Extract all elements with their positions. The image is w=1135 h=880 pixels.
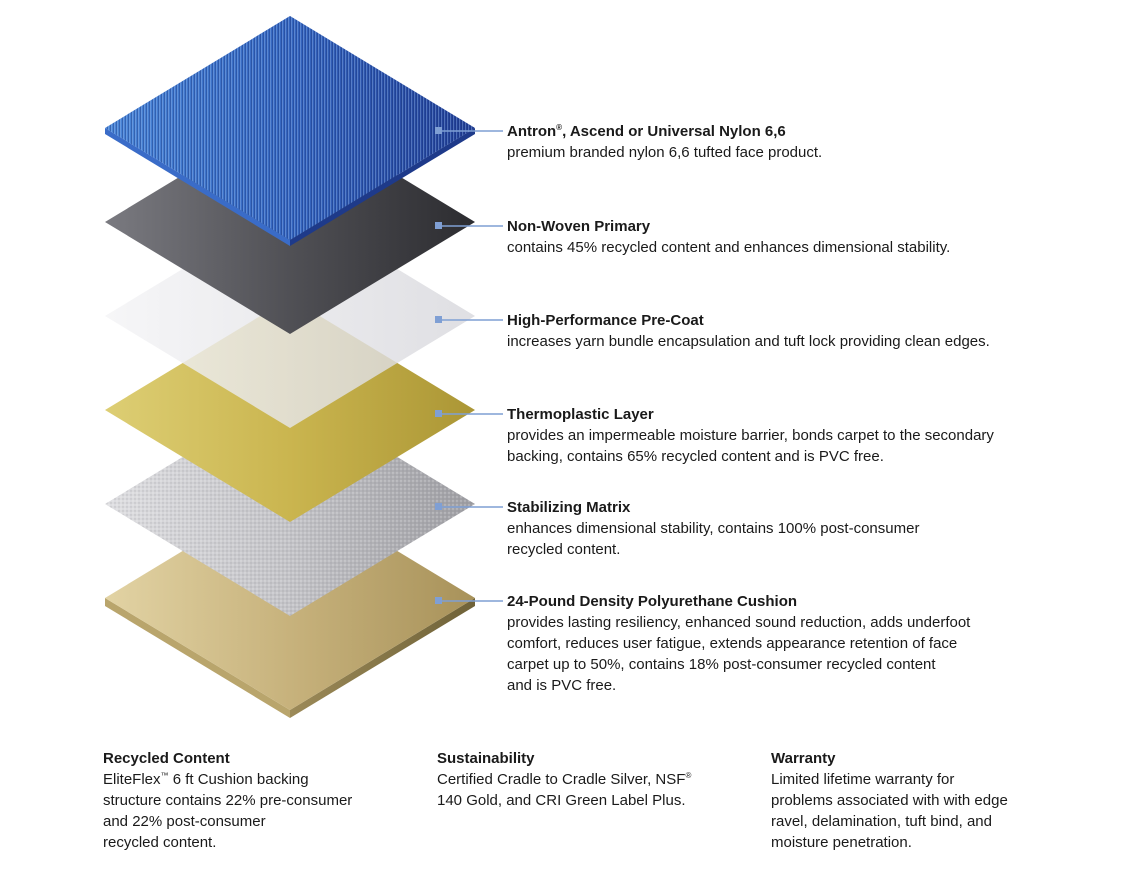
callout-thermoplastic (507, 404, 1107, 467)
callout-nylon-desc: premium branded nylon 6,6 tufted face product. (507, 144, 823, 161)
footer-recycled-line: EliteFlex™ 6 ft Cushion backing (103, 771, 309, 788)
callout-thermoplastic-title: Thermoplastic Layer (507, 406, 654, 423)
footer-warranty-line: Limited lifetime warranty for (771, 771, 955, 788)
callout-matrix-title: Stabilizing Matrix (507, 499, 631, 516)
footer-warranty-line: moisture penetration. (771, 834, 912, 851)
callout-thermoplastic-desc-line: provides an impermeable moisture barrier, bonds carpet to the secondary (507, 427, 994, 444)
footer-warranty (771, 748, 1091, 853)
footer-recycled-title: Recycled Content (103, 750, 230, 767)
footer-warranty-line: problems associated with with edge (771, 792, 1008, 809)
callout-nylon-title: Antron®, Ascend or Universal Nylon 6,6 (507, 123, 786, 140)
callout-primary-desc: contains 45% recycled content and enhances dimensional stability. (507, 239, 951, 256)
callout-cushion-title: 24-Pound Density Polyurethane Cushion (507, 593, 798, 610)
callout-primary-title: Non-Woven Primary (507, 218, 651, 235)
footer-sustainability-line: 140 Gold, and CRI Green Label Plus. (437, 792, 686, 809)
footer-sustainability-line: Certified Cradle to Cradle Silver, NSF® (437, 771, 692, 788)
callout-matrix-desc-line: recycled content. (507, 541, 621, 558)
callout-precoat (507, 310, 1107, 352)
footer-sustainability-title: Sustainability (437, 750, 535, 767)
callout-matrix-desc-line: enhances dimensional stability, contains 100% post-consumer (507, 520, 920, 537)
footer-warranty-title: Warranty (771, 750, 836, 767)
callout-cushion-desc-line: and is PVC free. (507, 677, 617, 694)
callout-cushion-desc-line: provides lasting resiliency, enhanced sound reduction, adds underfoot (507, 614, 971, 631)
callout-cushion (507, 591, 1107, 696)
callout-nylon (507, 121, 1107, 163)
footer-recycled-line: structure contains 22% pre-consumer (103, 792, 353, 809)
callout-matrix (507, 497, 1107, 560)
footer-recycled-line: recycled content. (103, 834, 217, 851)
callout-cushion-desc-line: comfort, reduces user fatigue, extends appearance retention of face (507, 635, 958, 652)
callout-precoat-title: High-Performance Pre-Coat (507, 312, 704, 329)
footer-sustainability (437, 748, 757, 811)
footer-recycled-content (103, 748, 423, 853)
footer-warranty-line: ravel, delamination, tuft bind, and (771, 813, 992, 830)
callout-cushion-desc-line: carpet up to 50%, contains 18% post-consumer recycled content (507, 656, 936, 673)
callout-primary (507, 216, 1107, 258)
callout-precoat-desc: increases yarn bundle encapsulation and tuft lock providing clean edges. (507, 333, 990, 350)
footer-recycled-line: and 22% post-consumer (103, 813, 266, 830)
callout-thermoplastic-desc-line: backing, contains 65% recycled content and is PVC free. (507, 448, 884, 465)
